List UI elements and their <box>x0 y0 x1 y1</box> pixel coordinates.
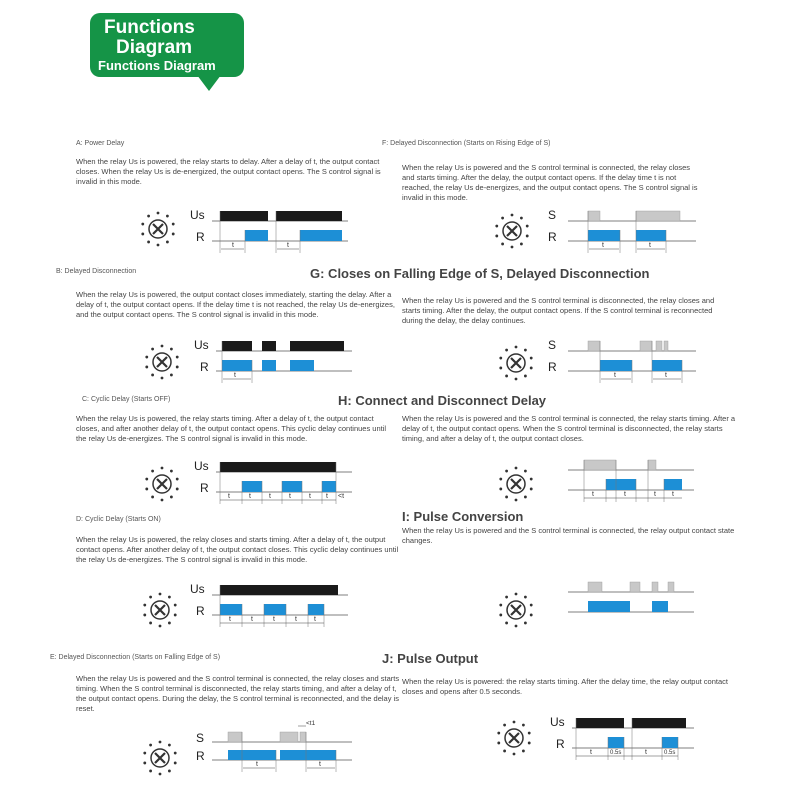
section-i-title: I: Pulse Conversion <box>402 509 524 524</box>
svg-text:Us: Us <box>194 338 209 352</box>
svg-text:t: t <box>269 493 271 500</box>
svg-text:t: t <box>590 749 592 756</box>
svg-text:0.5s: 0.5s <box>610 750 622 756</box>
dial-icon <box>138 209 178 254</box>
section-c-desc: When the relay Us is powered, the relay starts timing. After a delay of t, the output contact closes, and after another delay of t, the output contact opens. This cyclic delay continues until the relay Us de-energizes. The S control signal is invalid in this mode. <box>76 414 387 443</box>
dial-icon <box>142 342 182 387</box>
section-i-desc: When the relay Us is powered and the S control terminal is connected, the relay output contact state changes. <box>402 526 735 545</box>
section-f-desc: When the relay Us is powered and the S control terminal is connected, the relay closes and starts timing. After the delay, the output contact opens. If the delay time t is not reached, the relay Us de-energizes, and the output contact opens. The S control signal is invalid in this mode. <box>402 163 698 202</box>
svg-text:t: t <box>273 616 275 623</box>
section-j-title: J: Pulse Output <box>382 651 479 666</box>
svg-text:t: t <box>309 493 311 500</box>
r-pulse <box>245 230 268 241</box>
svg-text:t: t <box>229 616 231 623</box>
r-pulse <box>588 230 620 241</box>
section-h-title: H: Connect and Disconnect Delay <box>338 393 547 408</box>
section-a-title: A: Power Delay <box>76 140 125 147</box>
svg-text:t: t <box>592 491 594 498</box>
svg-text:t: t <box>228 493 230 500</box>
svg-text:t: t <box>602 242 604 249</box>
timing-diagram-i <box>568 578 696 618</box>
banner-pointer <box>197 75 221 91</box>
dial-icon <box>142 464 182 509</box>
svg-text:t: t <box>249 493 251 500</box>
section-e-desc: When the relay Us is powered and the S control terminal is connected, the relay closes and starts timing. When the S control terminal is disconnected, the relay starts timing, and after a delay of t, the output contact opens. During the delay, the S control terminal is reconnected, and the delay is reset. <box>76 674 400 713</box>
timing-diagram-c <box>194 458 356 504</box>
section-a-desc: When the relay Us is powered, the relay starts to delay. After a delay of t, the output contact closes. When the relay Us is de-energized, the output contact opens. The S control signal is invalid in this mode. <box>76 157 381 186</box>
us-bar <box>276 211 342 221</box>
svg-text:Us: Us <box>550 715 565 729</box>
dial-icon <box>492 211 532 256</box>
svg-text:S: S <box>196 731 205 745</box>
timing-diagram-h <box>568 456 696 502</box>
dial-icon <box>496 590 536 635</box>
svg-text:R: R <box>200 360 209 374</box>
banner-line-3: Functions Diagram <box>98 58 216 73</box>
svg-text:t: t <box>251 616 253 623</box>
functions-diagram-banner <box>90 13 244 77</box>
t-label: t <box>232 242 234 249</box>
svg-text:t: t <box>289 493 291 500</box>
timing-diagram-b <box>194 337 354 383</box>
svg-text:t: t <box>624 491 626 498</box>
svg-text:S: S <box>548 338 557 352</box>
dial-icon <box>140 738 180 783</box>
timing-diagram-j <box>550 714 696 760</box>
svg-text:t: t <box>672 491 674 498</box>
timing-diagram-f <box>548 207 698 253</box>
svg-text:R: R <box>196 749 205 763</box>
timing-diagram-a <box>190 207 350 253</box>
dial-icon <box>494 718 534 763</box>
svg-text:t: t <box>654 491 656 498</box>
t-label: t <box>287 242 289 249</box>
svg-text:t: t <box>295 616 297 623</box>
us-bar <box>220 211 268 221</box>
svg-text:R: R <box>200 481 209 495</box>
svg-text:R: R <box>556 737 565 751</box>
section-d-title: D: Cyclic Delay (Starts ON) <box>76 516 161 523</box>
signal-label: R <box>196 230 205 244</box>
r-pulse <box>300 230 342 241</box>
section-h-desc: When the relay Us is powered and the S control terminal is connected, the relay starts timing. After a delay of t, the output contact opens. When the S control terminal is disconnected, the relay starts timing, and after a delay of t, the output contact closes. <box>402 414 736 443</box>
section-f-title: F: Delayed Disconnection (Starts on Rising Edge of S) <box>382 140 551 147</box>
section-g-desc: When the relay Us is powered and the S control terminal is disconnected, the relay closes and starts timing. After the delay, the output contact opens. If the S control terminal is reconnected during the delay, the delay continues. <box>402 296 715 325</box>
signal-label: S <box>548 208 557 222</box>
svg-text:t: t <box>326 493 328 500</box>
note-label: <t1 <box>306 720 316 727</box>
svg-text:t: t <box>234 372 236 379</box>
section-b-desc: When the relay Us is powered, the output contact closes immediately, starting the delay. After a delay of t, the output contact opens. If the delay time t is not reached, the relay Us de-energizes, and the output contact opens. The S control signal is invalid in this mode. <box>76 290 395 319</box>
svg-text:t: t <box>665 372 667 379</box>
svg-text:t: t <box>314 616 316 623</box>
timing-diagram-g <box>548 337 698 383</box>
banner-line-1: Functions <box>104 17 195 38</box>
svg-text:Us: Us <box>194 459 209 473</box>
signal-label: R <box>548 230 557 244</box>
svg-text:t: t <box>645 749 647 756</box>
section-g-title: G: Closes on Falling Edge of S, Delayed Disconnection <box>310 266 650 281</box>
section-j-desc: When the relay Us is powered: the relay starts timing. After the delay time, the relay output contact closes and opens after 0.5 seconds. <box>402 677 728 696</box>
timing-diagram-e <box>194 716 354 772</box>
section-c-title: C: Cyclic Delay (Starts OFF) <box>82 396 171 403</box>
dial-icon <box>496 464 536 509</box>
r-pulse <box>636 230 666 241</box>
svg-text:Us: Us <box>190 582 205 596</box>
svg-text:<t: <t <box>338 493 345 500</box>
section-d-desc: When the relay Us is powered, the relay closes and starts timing. After a delay of t, the output contact opens. After another delay of t, the output contact closes. This cyclic delay continues until the relay Us de-energizes. The S control signal is invalid in this mode. <box>76 535 399 564</box>
svg-text:R: R <box>548 360 557 374</box>
svg-text:R: R <box>196 604 205 618</box>
section-e-title: E: Delayed Disconnection (Starts on Falling Edge of S) <box>50 654 221 661</box>
timing-diagram-d <box>190 581 352 627</box>
svg-text:t: t <box>649 242 651 249</box>
section-b-title: B: Delayed Disconnection <box>56 268 137 275</box>
svg-text:0.5s: 0.5s <box>664 750 676 756</box>
dial-icon <box>496 343 536 388</box>
signal-label: Us <box>190 208 205 222</box>
banner-line-2: Diagram <box>116 37 193 58</box>
dial-icon <box>140 590 180 635</box>
svg-text:t: t <box>319 761 321 768</box>
svg-text:t: t <box>614 372 616 379</box>
svg-text:t: t <box>256 761 258 768</box>
